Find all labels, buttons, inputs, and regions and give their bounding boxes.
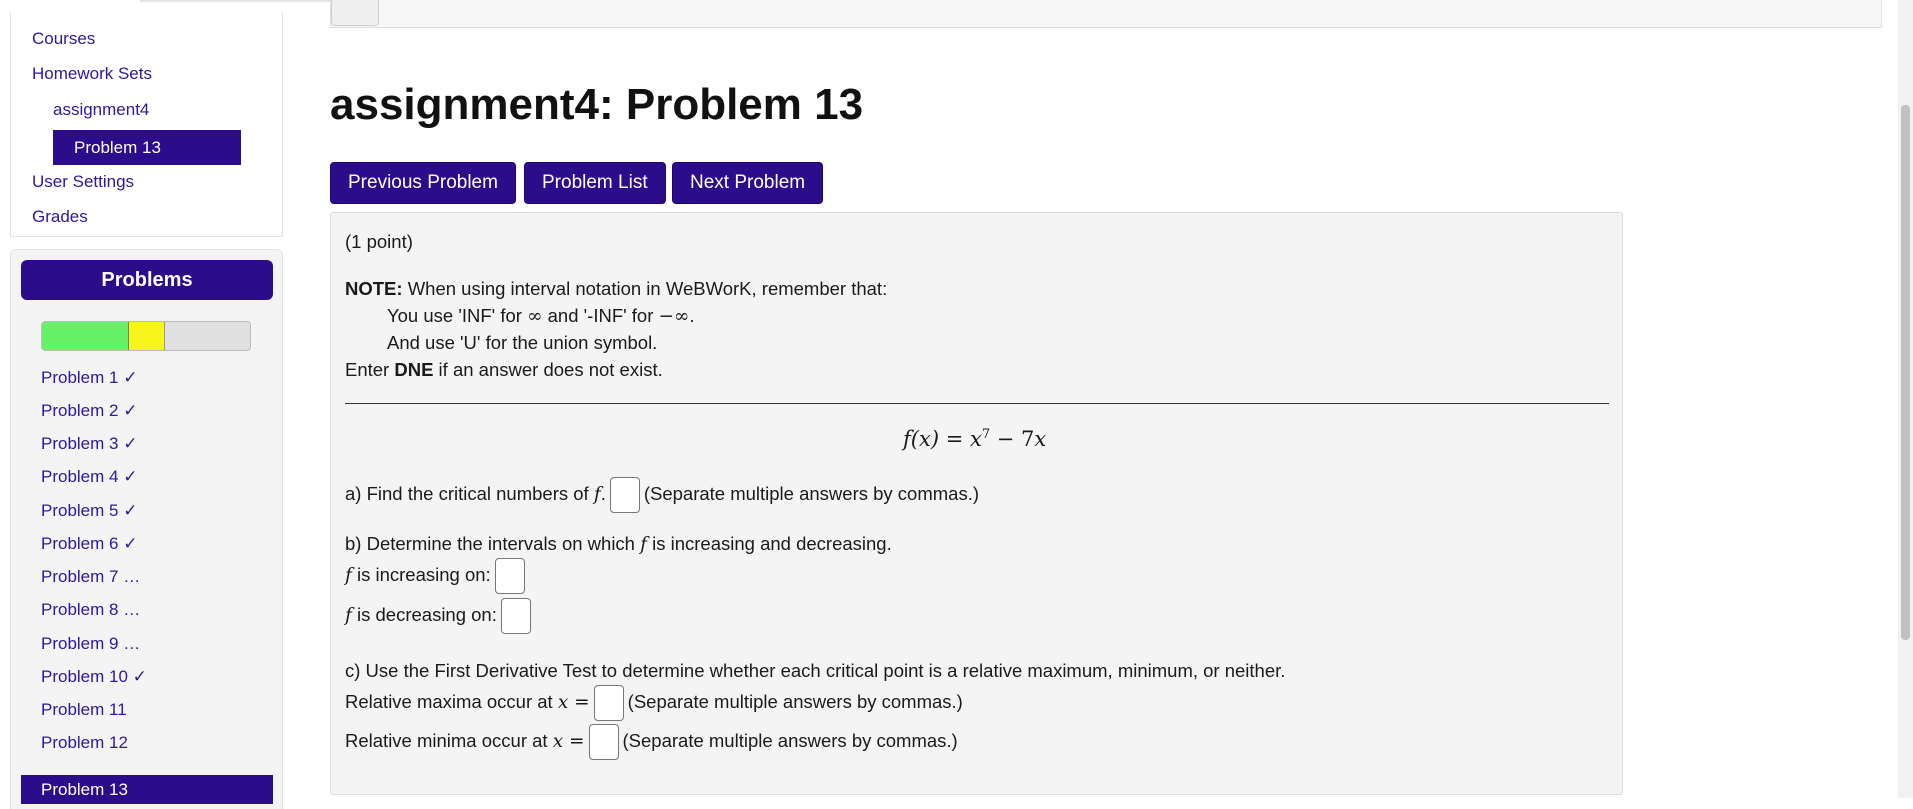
- decreasing-row: [345, 598, 535, 634]
- eq-f: f: [903, 427, 911, 451]
- eq-arg: (x): [910, 427, 940, 451]
- problem-link-10[interactable]: Problem 10 ✓: [41, 667, 147, 686]
- dne-text-b: if an answer does not exist.: [433, 359, 663, 380]
- decreasing-interval-input[interactable]: [501, 598, 531, 634]
- problem-link-12[interactable]: Problem 12: [41, 733, 128, 752]
- divider: [345, 403, 1609, 404]
- note-text: When using interval notation in WeBWorK, remember that:: [402, 278, 888, 299]
- nav-homework-sets-link[interactable]: Homework Sets: [32, 64, 152, 83]
- minima-eq: =: [563, 730, 585, 752]
- note-label: NOTE:: [345, 278, 403, 299]
- progress-bar: [41, 321, 251, 351]
- toolbar-button-stub[interactable]: [331, 0, 379, 26]
- eq-x: x: [969, 427, 982, 451]
- problem-list-button[interactable]: Problem List: [524, 162, 666, 204]
- problem-link-2[interactable]: Problem 2 ✓: [41, 401, 138, 420]
- previous-problem-button[interactable]: Previous Problem: [330, 162, 516, 204]
- inf-text-c: .: [689, 305, 695, 326]
- problem-link-9[interactable]: Problem 9 …: [41, 634, 141, 653]
- minima-x: x: [552, 730, 564, 752]
- part-a-f: f: [593, 483, 601, 505]
- top-toolbar-remnant: [330, 0, 1882, 28]
- critical-numbers-input[interactable]: [610, 477, 640, 513]
- increasing-row: [345, 558, 529, 594]
- problem-link-6[interactable]: Problem 6 ✓: [41, 534, 138, 553]
- problem-points: (1 point): [345, 231, 413, 252]
- progress-partial-segment: [129, 322, 164, 350]
- nav-courses-link[interactable]: Courses: [32, 29, 96, 48]
- neg-infinity-symbol: −∞: [658, 306, 690, 327]
- problem-body: [330, 212, 1623, 795]
- nav-current-problem[interactable]: Problem 13: [53, 130, 241, 165]
- inf-instruction: [387, 305, 695, 327]
- part-c-intro: c) Use the First Derivative Test to determine whether each critical point is a relative maximum, minimum, or neither.: [345, 660, 1286, 681]
- note-line: [345, 278, 887, 300]
- minima-row: [345, 724, 958, 760]
- problem-link-3[interactable]: Problem 3 ✓: [41, 434, 138, 453]
- problems-panel-header: Problems: [21, 260, 273, 300]
- scrollbar-thumb[interactable]: [1901, 105, 1910, 640]
- relative-minima-input[interactable]: [589, 724, 619, 760]
- union-instruction: And use 'U' for the union symbol.: [387, 332, 658, 353]
- part-a-prefix: a) Find the critical numbers of: [345, 482, 594, 504]
- maxima-eq: =: [568, 691, 590, 713]
- eq-minus: − 7: [990, 427, 1035, 451]
- function-equation: [903, 427, 1046, 451]
- minima-label: Relative minima occur at: [345, 729, 553, 751]
- part-b: [345, 533, 892, 555]
- part-b-suffix: is increasing and decreasing.: [646, 533, 892, 554]
- problem-link-13-active[interactable]: Problem 13: [21, 775, 273, 804]
- nav-assignment-link[interactable]: assignment4: [53, 100, 150, 119]
- increasing-label: is increasing on:: [351, 563, 491, 585]
- maxima-label: Relative maxima occur at: [345, 690, 558, 712]
- problem-link-4[interactable]: Problem 4 ✓: [41, 467, 138, 486]
- dne-bold: DNE: [394, 359, 434, 380]
- increasing-f: f: [345, 564, 352, 586]
- relative-maxima-input[interactable]: [594, 685, 624, 721]
- infinity-symbol: ∞: [527, 306, 543, 327]
- eq-equals: =: [939, 427, 970, 451]
- site-navigation: [10, 12, 283, 237]
- problem-link-1[interactable]: Problem 1 ✓: [41, 368, 138, 387]
- increasing-interval-input[interactable]: [495, 558, 525, 594]
- part-a-dot: .: [600, 482, 606, 504]
- part-a-suffix: (Separate multiple answers by commas.): [643, 482, 980, 504]
- problem-link-5[interactable]: Problem 5 ✓: [41, 501, 138, 520]
- problems-panel: [10, 249, 283, 809]
- part-a: [345, 477, 979, 513]
- dne-text-a: Enter: [345, 359, 395, 380]
- part-b-f: f: [640, 534, 647, 555]
- inf-text-b: and '-INF' for: [542, 305, 659, 326]
- eq-exponent: 7: [981, 427, 991, 442]
- maxima-row: [345, 685, 963, 721]
- vertical-scrollbar[interactable]: [1898, 0, 1913, 798]
- decreasing-label: is decreasing on:: [351, 603, 497, 625]
- problem-link-8[interactable]: Problem 8 …: [41, 600, 141, 619]
- next-problem-button[interactable]: Next Problem: [672, 162, 823, 204]
- dne-instruction: [345, 359, 663, 381]
- problem-link-7[interactable]: Problem 7 …: [41, 567, 141, 586]
- minima-suffix: (Separate multiple answers by commas.): [622, 729, 958, 751]
- inf-text-a: You use 'INF' for: [387, 305, 528, 326]
- eq-x2: x: [1034, 427, 1047, 451]
- problem-link-11[interactable]: Problem 11: [41, 700, 127, 719]
- page-title: assignment4: Problem 13: [330, 80, 864, 129]
- maxima-x: x: [557, 691, 569, 713]
- decreasing-f: f: [345, 604, 352, 626]
- maxima-suffix: (Separate multiple answers by commas.): [627, 690, 963, 712]
- part-b-prefix: b) Determine the intervals on which: [345, 533, 641, 554]
- sidebar: [10, 12, 283, 798]
- nav-grades-link[interactable]: Grades: [32, 207, 88, 226]
- progress-correct-segment: [42, 322, 129, 350]
- nav-user-settings-link[interactable]: User Settings: [32, 172, 135, 191]
